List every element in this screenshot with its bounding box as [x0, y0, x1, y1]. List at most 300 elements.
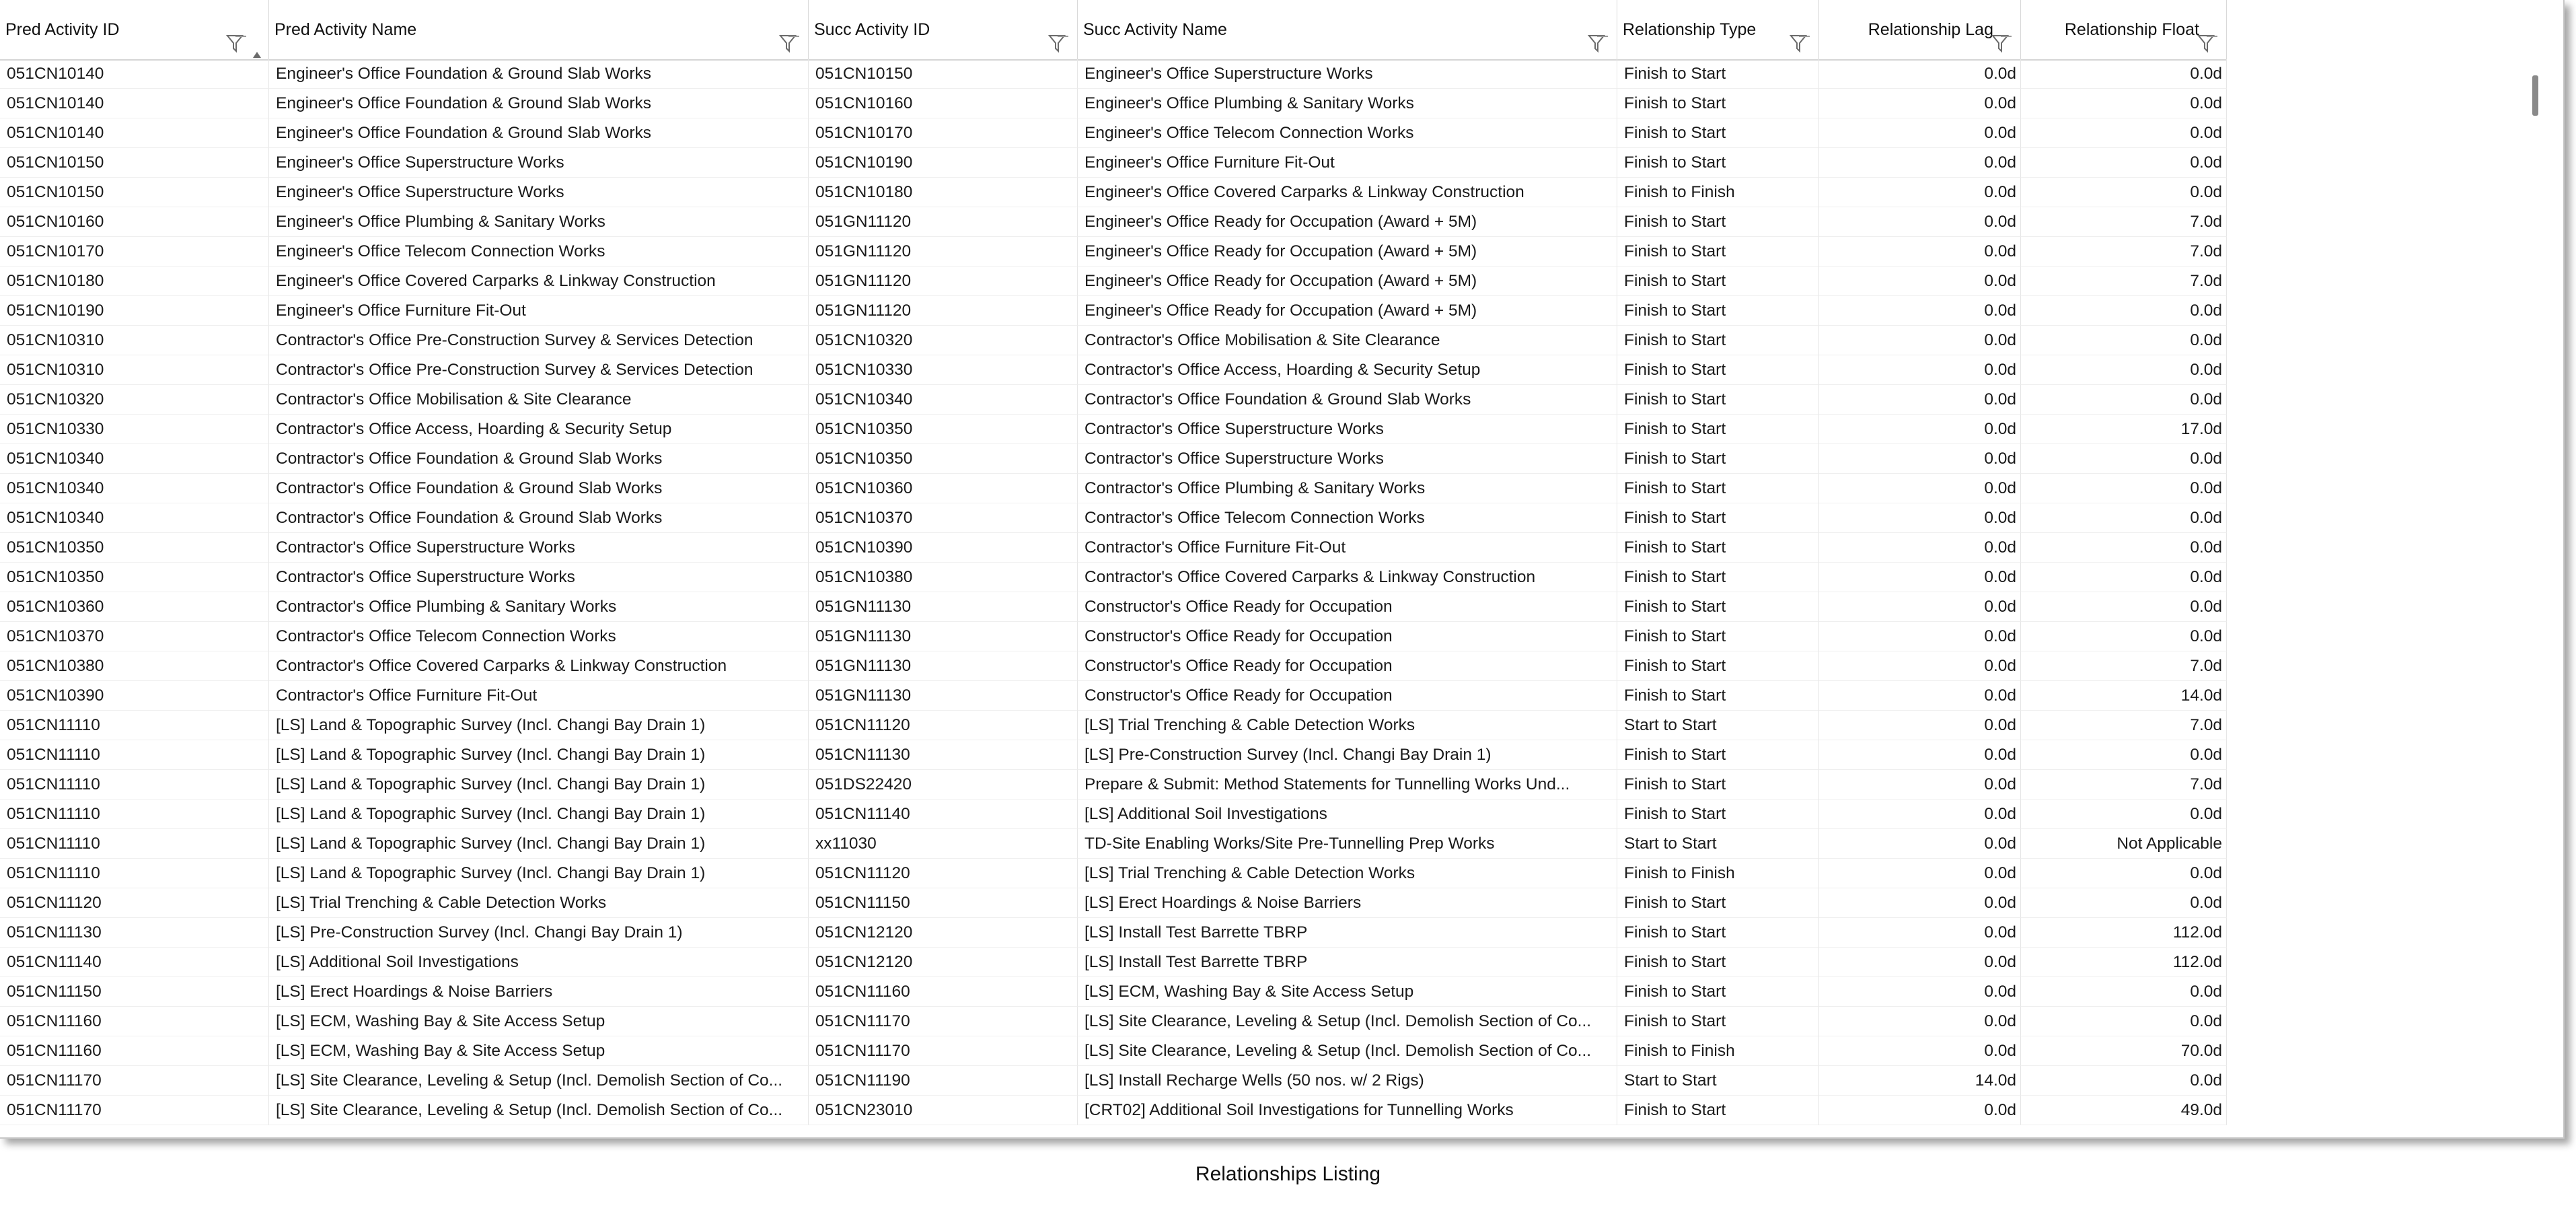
cell-pred-activity-id[interactable]: 051CN10320: [0, 385, 269, 415]
cell-relationship-lag[interactable]: 0.0d: [1819, 474, 2021, 503]
cell-relationship-float[interactable]: 0.0d: [2021, 888, 2227, 918]
table-row[interactable]: [0, 415, 2227, 444]
cell-relationship-type[interactable]: Finish to Finish: [1617, 178, 1819, 207]
cell-pred-activity-name[interactable]: [LS] Land & Topographic Survey (Incl. Changi Bay Drain 1): [269, 859, 809, 888]
table-row[interactable]: [0, 740, 2227, 770]
cell-succ-activity-id[interactable]: 051CN10330: [809, 355, 1078, 385]
cell-relationship-lag[interactable]: 0.0d: [1819, 1036, 2021, 1066]
column-header-relationship-float[interactable]: [2021, 0, 2227, 59]
cell-relationship-lag[interactable]: 0.0d: [1819, 444, 2021, 474]
cell-pred-activity-id[interactable]: 051CN11160: [0, 1036, 269, 1066]
table-row[interactable]: [0, 1007, 2227, 1036]
cell-succ-activity-id[interactable]: 051CN10170: [809, 118, 1078, 148]
cell-relationship-type[interactable]: Finish to Start: [1617, 681, 1819, 711]
cell-succ-activity-name[interactable]: Engineer's Office Superstructure Works: [1078, 59, 1617, 89]
cell-pred-activity-id[interactable]: 051CN11170: [0, 1096, 269, 1125]
cell-succ-activity-id[interactable]: 051GN11130: [809, 592, 1078, 622]
cell-pred-activity-name[interactable]: Contractor's Office Furniture Fit-Out: [269, 681, 809, 711]
cell-relationship-type[interactable]: Finish to Start: [1617, 1096, 1819, 1125]
cell-succ-activity-name[interactable]: [LS] Site Clearance, Leveling & Setup (Incl. Demolish Section of Co...: [1078, 1036, 1617, 1066]
table-row[interactable]: [0, 829, 2227, 859]
cell-pred-activity-id[interactable]: 051CN11120: [0, 888, 269, 918]
cell-succ-activity-id[interactable]: 051CN11120: [809, 859, 1078, 888]
table-row[interactable]: [0, 385, 2227, 415]
column-header-pred-activity-name[interactable]: [269, 0, 809, 59]
cell-pred-activity-name[interactable]: Engineer's Office Covered Carparks & Linkway Construction: [269, 267, 809, 296]
cell-relationship-type[interactable]: Finish to Start: [1617, 355, 1819, 385]
cell-relationship-lag[interactable]: 0.0d: [1819, 1007, 2021, 1036]
cell-relationship-float[interactable]: 0.0d: [2021, 533, 2227, 563]
cell-relationship-type[interactable]: Finish to Start: [1617, 977, 1819, 1007]
cell-relationship-float[interactable]: 0.0d: [2021, 622, 2227, 651]
cell-relationship-type[interactable]: Finish to Start: [1617, 267, 1819, 296]
cell-relationship-type[interactable]: Finish to Start: [1617, 948, 1819, 977]
cell-pred-activity-id[interactable]: 051CN10390: [0, 681, 269, 711]
table-row[interactable]: [0, 1036, 2227, 1066]
cell-succ-activity-id[interactable]: 051DS22420: [809, 770, 1078, 800]
table-row[interactable]: [0, 859, 2227, 888]
cell-succ-activity-name[interactable]: Constructor's Office Ready for Occupation: [1078, 592, 1617, 622]
cell-succ-activity-id[interactable]: 051CN10360: [809, 474, 1078, 503]
table-row[interactable]: [0, 1096, 2227, 1125]
cell-pred-activity-name[interactable]: [LS] Site Clearance, Leveling & Setup (Incl. Demolish Section of Co...: [269, 1066, 809, 1096]
cell-succ-activity-id[interactable]: xx11030: [809, 829, 1078, 859]
cell-pred-activity-id[interactable]: 051CN10350: [0, 533, 269, 563]
cell-succ-activity-name[interactable]: Engineer's Office Ready for Occupation (Award + 5M): [1078, 267, 1617, 296]
cell-succ-activity-name[interactable]: Contractor's Office Covered Carparks & Linkway Construction: [1078, 563, 1617, 592]
scrollbar-thumb[interactable]: [2532, 75, 2538, 116]
cell-pred-activity-name[interactable]: Contractor's Office Superstructure Works: [269, 533, 809, 563]
cell-relationship-lag[interactable]: 0.0d: [1819, 267, 2021, 296]
cell-relationship-type[interactable]: Finish to Start: [1617, 444, 1819, 474]
cell-relationship-lag[interactable]: 0.0d: [1819, 977, 2021, 1007]
cell-succ-activity-name[interactable]: Contractor's Office Access, Hoarding & Security Setup: [1078, 355, 1617, 385]
cell-succ-activity-id[interactable]: 051GN11120: [809, 296, 1078, 326]
cell-relationship-type[interactable]: Finish to Start: [1617, 888, 1819, 918]
cell-succ-activity-id[interactable]: 051CN11140: [809, 800, 1078, 829]
cell-pred-activity-name[interactable]: Contractor's Office Pre-Construction Survey & Services Detection: [269, 326, 809, 355]
cell-succ-activity-id[interactable]: 051CN11170: [809, 1007, 1078, 1036]
cell-pred-activity-name[interactable]: [LS] ECM, Washing Bay & Site Access Setup: [269, 1036, 809, 1066]
cell-succ-activity-name[interactable]: [LS] ECM, Washing Bay & Site Access Setup: [1078, 977, 1617, 1007]
cell-pred-activity-name[interactable]: Contractor's Office Foundation & Ground Slab Works: [269, 444, 809, 474]
cell-pred-activity-id[interactable]: 051CN11110: [0, 859, 269, 888]
cell-succ-activity-name[interactable]: Constructor's Office Ready for Occupation: [1078, 681, 1617, 711]
cell-relationship-type[interactable]: Finish to Start: [1617, 533, 1819, 563]
cell-pred-activity-id[interactable]: 051CN11110: [0, 770, 269, 800]
cell-relationship-float[interactable]: 0.0d: [2021, 1066, 2227, 1096]
cell-succ-activity-name[interactable]: Engineer's Office Plumbing & Sanitary Works: [1078, 89, 1617, 118]
filter-funnel-icon[interactable]: [2197, 19, 2220, 39]
cell-pred-activity-id[interactable]: 051CN10360: [0, 592, 269, 622]
cell-succ-activity-id[interactable]: 051CN11160: [809, 977, 1078, 1007]
cell-succ-activity-id[interactable]: 051GN11130: [809, 651, 1078, 681]
cell-pred-activity-name[interactable]: Contractor's Office Pre-Construction Survey & Services Detection: [269, 355, 809, 385]
table-row[interactable]: [0, 267, 2227, 296]
cell-relationship-type[interactable]: Start to Start: [1617, 829, 1819, 859]
cell-succ-activity-name[interactable]: Constructor's Office Ready for Occupation: [1078, 622, 1617, 651]
cell-succ-activity-name[interactable]: Engineer's Office Furniture Fit-Out: [1078, 148, 1617, 178]
cell-pred-activity-id[interactable]: 051CN11140: [0, 948, 269, 977]
cell-relationship-float[interactable]: 0.0d: [2021, 563, 2227, 592]
cell-pred-activity-name[interactable]: [LS] Land & Topographic Survey (Incl. Changi Bay Drain 1): [269, 711, 809, 740]
cell-relationship-lag[interactable]: 0.0d: [1819, 740, 2021, 770]
cell-pred-activity-name[interactable]: Contractor's Office Telecom Connection Works: [269, 622, 809, 651]
cell-succ-activity-name[interactable]: [LS] Trial Trenching & Cable Detection Works: [1078, 859, 1617, 888]
cell-relationship-float[interactable]: 0.0d: [2021, 89, 2227, 118]
cell-pred-activity-id[interactable]: 051CN10160: [0, 207, 269, 237]
table-row[interactable]: [0, 533, 2227, 563]
cell-succ-activity-name[interactable]: Engineer's Office Ready for Occupation (Award + 5M): [1078, 207, 1617, 237]
cell-pred-activity-name[interactable]: [LS] ECM, Washing Bay & Site Access Setup: [269, 1007, 809, 1036]
cell-relationship-type[interactable]: Finish to Start: [1617, 296, 1819, 326]
cell-relationship-lag[interactable]: 0.0d: [1819, 888, 2021, 918]
cell-succ-activity-id[interactable]: 051CN10180: [809, 178, 1078, 207]
cell-succ-activity-name[interactable]: Contractor's Office Superstructure Works: [1078, 444, 1617, 474]
cell-succ-activity-id[interactable]: 051CN11150: [809, 888, 1078, 918]
cell-relationship-lag[interactable]: 0.0d: [1819, 237, 2021, 267]
cell-pred-activity-name[interactable]: Contractor's Office Foundation & Ground Slab Works: [269, 503, 809, 533]
cell-relationship-float[interactable]: 14.0d: [2021, 681, 2227, 711]
cell-pred-activity-id[interactable]: 051CN10340: [0, 474, 269, 503]
cell-relationship-float[interactable]: 0.0d: [2021, 385, 2227, 415]
cell-succ-activity-name[interactable]: Engineer's Office Telecom Connection Works: [1078, 118, 1617, 148]
cell-relationship-float[interactable]: 0.0d: [2021, 503, 2227, 533]
cell-relationship-lag[interactable]: 0.0d: [1819, 415, 2021, 444]
cell-relationship-float[interactable]: 112.0d: [2021, 918, 2227, 948]
cell-pred-activity-name[interactable]: [LS] Land & Topographic Survey (Incl. Changi Bay Drain 1): [269, 829, 809, 859]
cell-relationship-float[interactable]: 49.0d: [2021, 1096, 2227, 1125]
cell-succ-activity-name[interactable]: [LS] Install Test Barrette TBRP: [1078, 948, 1617, 977]
cell-pred-activity-id[interactable]: 051CN10170: [0, 237, 269, 267]
cell-relationship-type[interactable]: Finish to Start: [1617, 474, 1819, 503]
cell-relationship-type[interactable]: Finish to Start: [1617, 385, 1819, 415]
cell-succ-activity-id[interactable]: 051CN11190: [809, 1066, 1078, 1096]
cell-pred-activity-name[interactable]: Contractor's Office Plumbing & Sanitary Works: [269, 592, 809, 622]
cell-succ-activity-name[interactable]: Engineer's Office Covered Carparks & Linkway Construction: [1078, 178, 1617, 207]
cell-pred-activity-id[interactable]: 051CN11110: [0, 829, 269, 859]
cell-succ-activity-id[interactable]: 051GN11120: [809, 207, 1078, 237]
filter-funnel-icon[interactable]: [1048, 19, 1071, 39]
cell-pred-activity-name[interactable]: [LS] Erect Hoardings & Noise Barriers: [269, 977, 809, 1007]
cell-relationship-type[interactable]: Finish to Start: [1617, 59, 1819, 89]
cell-relationship-float[interactable]: 0.0d: [2021, 1007, 2227, 1036]
cell-pred-activity-name[interactable]: [LS] Site Clearance, Leveling & Setup (Incl. Demolish Section of Co...: [269, 1096, 809, 1125]
cell-pred-activity-name[interactable]: Contractor's Office Superstructure Works: [269, 563, 809, 592]
table-row[interactable]: [0, 89, 2227, 118]
filter-funnel-icon[interactable]: [779, 19, 802, 39]
cell-relationship-float[interactable]: 7.0d: [2021, 267, 2227, 296]
cell-relationship-float[interactable]: 0.0d: [2021, 118, 2227, 148]
cell-succ-activity-name[interactable]: TD-Site Enabling Works/Site Pre-Tunnelling Prep Works: [1078, 829, 1617, 859]
cell-succ-activity-name[interactable]: Contractor's Office Mobilisation & Site Clearance: [1078, 326, 1617, 355]
cell-relationship-lag[interactable]: 0.0d: [1819, 148, 2021, 178]
cell-succ-activity-id[interactable]: 051CN10150: [809, 59, 1078, 89]
cell-relationship-lag[interactable]: 0.0d: [1819, 118, 2021, 148]
table-row[interactable]: [0, 681, 2227, 711]
cell-succ-activity-name[interactable]: [LS] Install Test Barrette TBRP: [1078, 918, 1617, 948]
cell-pred-activity-name[interactable]: [LS] Land & Topographic Survey (Incl. Changi Bay Drain 1): [269, 800, 809, 829]
table-row[interactable]: [0, 148, 2227, 178]
cell-pred-activity-name[interactable]: [LS] Additional Soil Investigations: [269, 948, 809, 977]
table-row[interactable]: [0, 563, 2227, 592]
cell-pred-activity-id[interactable]: 051CN11130: [0, 918, 269, 948]
cell-pred-activity-name[interactable]: Engineer's Office Superstructure Works: [269, 178, 809, 207]
cell-succ-activity-name[interactable]: Contractor's Office Telecom Connection Works: [1078, 503, 1617, 533]
table-row[interactable]: [0, 711, 2227, 740]
cell-relationship-lag[interactable]: 0.0d: [1819, 800, 2021, 829]
cell-relationship-float[interactable]: 7.0d: [2021, 711, 2227, 740]
cell-relationship-float[interactable]: 0.0d: [2021, 59, 2227, 89]
cell-succ-activity-name[interactable]: Constructor's Office Ready for Occupation: [1078, 651, 1617, 681]
cell-relationship-float[interactable]: 0.0d: [2021, 859, 2227, 888]
cell-relationship-float[interactable]: 0.0d: [2021, 178, 2227, 207]
cell-succ-activity-name[interactable]: Engineer's Office Ready for Occupation (Award + 5M): [1078, 237, 1617, 267]
cell-relationship-lag[interactable]: 0.0d: [1819, 1096, 2021, 1125]
table-row[interactable]: [0, 59, 2227, 89]
cell-pred-activity-id[interactable]: 051CN10340: [0, 444, 269, 474]
cell-relationship-type[interactable]: Start to Start: [1617, 711, 1819, 740]
cell-succ-activity-name[interactable]: Contractor's Office Foundation & Ground Slab Works: [1078, 385, 1617, 415]
table-row[interactable]: [0, 770, 2227, 800]
cell-pred-activity-id[interactable]: 051CN10150: [0, 178, 269, 207]
cell-succ-activity-name[interactable]: [LS] Additional Soil Investigations: [1078, 800, 1617, 829]
table-row[interactable]: [0, 1066, 2227, 1096]
cell-succ-activity-name[interactable]: Engineer's Office Ready for Occupation (Award + 5M): [1078, 296, 1617, 326]
cell-relationship-type[interactable]: Finish to Start: [1617, 503, 1819, 533]
cell-relationship-lag[interactable]: 0.0d: [1819, 711, 2021, 740]
cell-succ-activity-name[interactable]: Prepare & Submit: Method Statements for Tunnelling Works Und...: [1078, 770, 1617, 800]
table-row[interactable]: [0, 237, 2227, 267]
cell-relationship-float[interactable]: 0.0d: [2021, 474, 2227, 503]
cell-succ-activity-id[interactable]: 051CN10160: [809, 89, 1078, 118]
table-row[interactable]: [0, 592, 2227, 622]
table-row[interactable]: [0, 118, 2227, 148]
cell-relationship-lag[interactable]: 0.0d: [1819, 503, 2021, 533]
cell-pred-activity-id[interactable]: 051CN10140: [0, 59, 269, 89]
cell-relationship-float[interactable]: 0.0d: [2021, 444, 2227, 474]
cell-relationship-float[interactable]: 0.0d: [2021, 326, 2227, 355]
cell-pred-activity-id[interactable]: 051CN10350: [0, 563, 269, 592]
table-row[interactable]: [0, 207, 2227, 237]
cell-relationship-float[interactable]: 0.0d: [2021, 977, 2227, 1007]
cell-relationship-lag[interactable]: 0.0d: [1819, 89, 2021, 118]
cell-relationship-float[interactable]: 0.0d: [2021, 355, 2227, 385]
cell-pred-activity-name[interactable]: Contractor's Office Covered Carparks & Linkway Construction: [269, 651, 809, 681]
cell-relationship-float[interactable]: 7.0d: [2021, 237, 2227, 267]
table-row[interactable]: [0, 800, 2227, 829]
cell-relationship-type[interactable]: Finish to Start: [1617, 622, 1819, 651]
cell-pred-activity-id[interactable]: 051CN10330: [0, 415, 269, 444]
cell-relationship-lag[interactable]: 0.0d: [1819, 178, 2021, 207]
sort-ascending-icon[interactable]: [252, 24, 262, 34]
cell-relationship-float[interactable]: 0.0d: [2021, 296, 2227, 326]
cell-relationship-lag[interactable]: 0.0d: [1819, 770, 2021, 800]
cell-relationship-type[interactable]: Finish to Start: [1617, 89, 1819, 118]
cell-pred-activity-id[interactable]: 051CN10150: [0, 148, 269, 178]
column-header-relationship-lag[interactable]: [1819, 0, 2021, 59]
cell-pred-activity-id[interactable]: 051CN11170: [0, 1066, 269, 1096]
cell-relationship-lag[interactable]: 0.0d: [1819, 948, 2021, 977]
cell-relationship-lag[interactable]: 0.0d: [1819, 533, 2021, 563]
cell-relationship-lag[interactable]: 14.0d: [1819, 1066, 2021, 1096]
table-row[interactable]: [0, 444, 2227, 474]
cell-relationship-lag[interactable]: 0.0d: [1819, 592, 2021, 622]
cell-succ-activity-name[interactable]: [LS] Site Clearance, Leveling & Setup (Incl. Demolish Section of Co...: [1078, 1007, 1617, 1036]
cell-pred-activity-id[interactable]: 051CN10140: [0, 118, 269, 148]
filter-funnel-icon[interactable]: [1588, 19, 1611, 39]
cell-succ-activity-name[interactable]: [LS] Erect Hoardings & Noise Barriers: [1078, 888, 1617, 918]
cell-pred-activity-id[interactable]: 051CN11160: [0, 1007, 269, 1036]
cell-relationship-type[interactable]: Finish to Start: [1617, 563, 1819, 592]
cell-relationship-float[interactable]: 0.0d: [2021, 592, 2227, 622]
cell-relationship-lag[interactable]: 0.0d: [1819, 207, 2021, 237]
cell-relationship-float[interactable]: Not Applicable: [2021, 829, 2227, 859]
cell-relationship-type[interactable]: Finish to Start: [1617, 651, 1819, 681]
cell-succ-activity-id[interactable]: 051CN11170: [809, 1036, 1078, 1066]
table-row[interactable]: [0, 977, 2227, 1007]
cell-relationship-float[interactable]: 0.0d: [2021, 148, 2227, 178]
cell-relationship-type[interactable]: Finish to Start: [1617, 1007, 1819, 1036]
table-row[interactable]: [0, 651, 2227, 681]
cell-succ-activity-id[interactable]: 051CN10340: [809, 385, 1078, 415]
vertical-scrollbar[interactable]: [2526, 54, 2546, 1137]
cell-succ-activity-id[interactable]: 051CN12120: [809, 918, 1078, 948]
cell-pred-activity-id[interactable]: 051CN11110: [0, 711, 269, 740]
cell-pred-activity-id[interactable]: 051CN10310: [0, 326, 269, 355]
column-header-pred-activity-id[interactable]: [0, 0, 269, 59]
table-row[interactable]: [0, 474, 2227, 503]
cell-pred-activity-name[interactable]: Engineer's Office Foundation & Ground Slab Works: [269, 118, 809, 148]
table-row[interactable]: [0, 888, 2227, 918]
cell-succ-activity-id[interactable]: 051CN11130: [809, 740, 1078, 770]
cell-relationship-type[interactable]: Finish to Start: [1617, 207, 1819, 237]
cell-relationship-lag[interactable]: 0.0d: [1819, 326, 2021, 355]
cell-pred-activity-name[interactable]: Contractor's Office Access, Hoarding & Security Setup: [269, 415, 809, 444]
cell-pred-activity-name[interactable]: Engineer's Office Furniture Fit-Out: [269, 296, 809, 326]
cell-relationship-lag[interactable]: 0.0d: [1819, 385, 2021, 415]
cell-pred-activity-name[interactable]: Engineer's Office Foundation & Ground Slab Works: [269, 59, 809, 89]
filter-funnel-icon[interactable]: [1790, 19, 1812, 39]
table-row[interactable]: [0, 326, 2227, 355]
cell-relationship-type[interactable]: Finish to Start: [1617, 326, 1819, 355]
cell-pred-activity-id[interactable]: 051CN10190: [0, 296, 269, 326]
cell-relationship-lag[interactable]: 0.0d: [1819, 651, 2021, 681]
filter-funnel-icon[interactable]: [1991, 19, 2014, 39]
cell-succ-activity-id[interactable]: 051CN10390: [809, 533, 1078, 563]
table-row[interactable]: [0, 296, 2227, 326]
cell-pred-activity-name[interactable]: Engineer's Office Superstructure Works: [269, 148, 809, 178]
cell-succ-activity-name[interactable]: Contractor's Office Superstructure Works: [1078, 415, 1617, 444]
cell-relationship-type[interactable]: Finish to Finish: [1617, 859, 1819, 888]
cell-succ-activity-id[interactable]: 051CN10320: [809, 326, 1078, 355]
cell-succ-activity-name[interactable]: Contractor's Office Furniture Fit-Out: [1078, 533, 1617, 563]
cell-pred-activity-id[interactable]: 051CN10380: [0, 651, 269, 681]
cell-succ-activity-id[interactable]: 051CN10380: [809, 563, 1078, 592]
cell-relationship-type[interactable]: Finish to Finish: [1617, 1036, 1819, 1066]
cell-pred-activity-name[interactable]: Engineer's Office Foundation & Ground Slab Works: [269, 89, 809, 118]
cell-succ-activity-id[interactable]: 051GN11130: [809, 681, 1078, 711]
cell-relationship-lag[interactable]: 0.0d: [1819, 829, 2021, 859]
cell-pred-activity-name[interactable]: Engineer's Office Plumbing & Sanitary Works: [269, 207, 809, 237]
cell-relationship-type[interactable]: Finish to Start: [1617, 592, 1819, 622]
cell-succ-activity-name[interactable]: [LS] Pre-Construction Survey (Incl. Changi Bay Drain 1): [1078, 740, 1617, 770]
cell-relationship-type[interactable]: Finish to Start: [1617, 118, 1819, 148]
cell-relationship-float[interactable]: 112.0d: [2021, 948, 2227, 977]
cell-succ-activity-id[interactable]: 051GN11130: [809, 622, 1078, 651]
cell-relationship-type[interactable]: Finish to Start: [1617, 740, 1819, 770]
cell-relationship-type[interactable]: Finish to Start: [1617, 770, 1819, 800]
cell-succ-activity-id[interactable]: 051CN23010: [809, 1096, 1078, 1125]
cell-pred-activity-id[interactable]: 051CN10140: [0, 89, 269, 118]
cell-succ-activity-name[interactable]: [LS] Trial Trenching & Cable Detection Works: [1078, 711, 1617, 740]
cell-relationship-float[interactable]: 7.0d: [2021, 770, 2227, 800]
filter-funnel-icon[interactable]: [226, 19, 249, 39]
cell-succ-activity-id[interactable]: 051GN11120: [809, 237, 1078, 267]
cell-pred-activity-name[interactable]: [LS] Trial Trenching & Cable Detection Works: [269, 888, 809, 918]
cell-succ-activity-name[interactable]: Contractor's Office Plumbing & Sanitary Works: [1078, 474, 1617, 503]
cell-succ-activity-id[interactable]: 051CN12120: [809, 948, 1078, 977]
cell-succ-activity-id[interactable]: 051CN10190: [809, 148, 1078, 178]
cell-succ-activity-id[interactable]: 051CN10350: [809, 415, 1078, 444]
cell-succ-activity-name[interactable]: [LS] Install Recharge Wells (50 nos. w/ 2 Rigs): [1078, 1066, 1617, 1096]
cell-relationship-float[interactable]: 0.0d: [2021, 740, 2227, 770]
cell-pred-activity-name[interactable]: Contractor's Office Foundation & Ground Slab Works: [269, 474, 809, 503]
cell-relationship-type[interactable]: Finish to Start: [1617, 918, 1819, 948]
column-header-succ-activity-name[interactable]: [1078, 0, 1617, 59]
cell-relationship-lag[interactable]: 0.0d: [1819, 296, 2021, 326]
cell-relationship-lag[interactable]: 0.0d: [1819, 681, 2021, 711]
table-row[interactable]: [0, 178, 2227, 207]
column-header-relationship-type[interactable]: [1617, 0, 1819, 59]
cell-succ-activity-id[interactable]: 051GN11120: [809, 267, 1078, 296]
table-row[interactable]: [0, 503, 2227, 533]
cell-pred-activity-id[interactable]: 051CN10180: [0, 267, 269, 296]
table-row[interactable]: [0, 918, 2227, 948]
cell-relationship-float[interactable]: 17.0d: [2021, 415, 2227, 444]
cell-pred-activity-id[interactable]: 051CN10340: [0, 503, 269, 533]
cell-pred-activity-id[interactable]: 051CN11110: [0, 800, 269, 829]
cell-relationship-float[interactable]: 7.0d: [2021, 651, 2227, 681]
table-row[interactable]: [0, 622, 2227, 651]
cell-pred-activity-name[interactable]: [LS] Land & Topographic Survey (Incl. Changi Bay Drain 1): [269, 740, 809, 770]
cell-relationship-type[interactable]: Finish to Start: [1617, 415, 1819, 444]
table-row[interactable]: [0, 948, 2227, 977]
cell-relationship-lag[interactable]: 0.0d: [1819, 59, 2021, 89]
cell-succ-activity-id[interactable]: 051CN10350: [809, 444, 1078, 474]
cell-succ-activity-id[interactable]: 051CN10370: [809, 503, 1078, 533]
cell-relationship-type[interactable]: Start to Start: [1617, 1066, 1819, 1096]
cell-pred-activity-name[interactable]: [LS] Pre-Construction Survey (Incl. Changi Bay Drain 1): [269, 918, 809, 948]
table-row[interactable]: [0, 355, 2227, 385]
cell-relationship-float[interactable]: 7.0d: [2021, 207, 2227, 237]
cell-relationship-float[interactable]: 70.0d: [2021, 1036, 2227, 1066]
cell-relationship-type[interactable]: Finish to Start: [1617, 237, 1819, 267]
cell-succ-activity-id[interactable]: 051CN11120: [809, 711, 1078, 740]
cell-relationship-lag[interactable]: 0.0d: [1819, 918, 2021, 948]
cell-relationship-float[interactable]: 0.0d: [2021, 800, 2227, 829]
cell-pred-activity-name[interactable]: Engineer's Office Telecom Connection Works: [269, 237, 809, 267]
cell-pred-activity-id[interactable]: 051CN11110: [0, 740, 269, 770]
cell-relationship-lag[interactable]: 0.0d: [1819, 859, 2021, 888]
cell-relationship-lag[interactable]: 0.0d: [1819, 563, 2021, 592]
cell-relationship-type[interactable]: Finish to Start: [1617, 148, 1819, 178]
cell-pred-activity-name[interactable]: Contractor's Office Mobilisation & Site Clearance: [269, 385, 809, 415]
cell-pred-activity-id[interactable]: 051CN10370: [0, 622, 269, 651]
cell-relationship-lag[interactable]: 0.0d: [1819, 622, 2021, 651]
cell-relationship-type[interactable]: Finish to Start: [1617, 800, 1819, 829]
cell-pred-activity-name[interactable]: [LS] Land & Topographic Survey (Incl. Changi Bay Drain 1): [269, 770, 809, 800]
